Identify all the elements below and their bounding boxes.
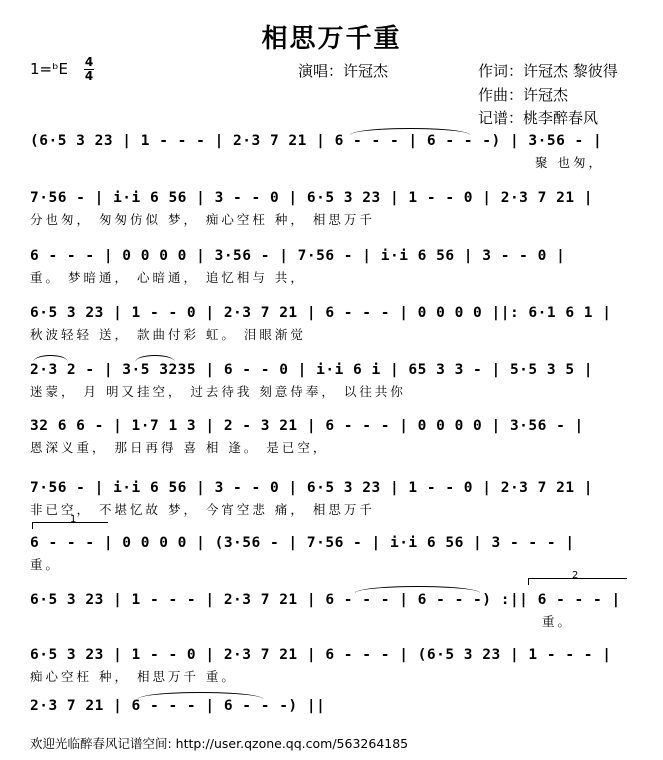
lyrics-line: 聚 也匆， (535, 155, 604, 170)
tie-arc (350, 128, 470, 135)
lyrics-line: 非已空， 不堪忆故 梦， 今宵空悲 痛， 相思万千 (30, 502, 375, 517)
lyrics-line: 重。 (542, 614, 574, 629)
tie-arc (355, 586, 480, 593)
notation-line: 32 6 6 - | 1·7 1 3 | 2 - 3 21 | 6 - - - | 0 0 0 0 | 3·56 - | (30, 418, 584, 434)
score-row-5 (30, 362, 630, 400)
lyrics-line: 重。 (30, 557, 62, 572)
lyrics-line: 分也匆， 匆匆仿似 梦， 痴心空枉 种， 相思万千 (30, 212, 375, 227)
notation-line: 2·3 2 - | 3·5 3235 | 6 - - 0 | i·i 6 i | 65 3 3 - | 5·5 3 5 | (30, 362, 594, 378)
tie-arc (135, 355, 175, 362)
lyrics-line: 痴心空枉 种， 相思万千 重。 (30, 669, 237, 684)
notation-line: 7·56 - | i·i 6 56 | 3 - - 0 | 6·5 3 23 | 1 - - 0 | 2·3 7 21 | (30, 190, 594, 206)
lyrics-line: 秋波轻轻 送， 款曲付彩 虹。 泪眼渐觉 (30, 327, 306, 342)
song-title: 相思万千重 (261, 24, 402, 54)
singer-credit: 演唱：许冠杰 (298, 62, 389, 80)
key-signature: 1=ᵇE (30, 60, 69, 78)
notation-line: (6·5 3 23 | 1 - - - | 2·3 7 21 | 6 - - - | 6 - - -) | 3·56 - | (30, 133, 603, 149)
lyrics-line: 重。 梦暗通， 心暗通， 追忆相与 共， (30, 270, 306, 285)
time-signature (84, 56, 94, 83)
composer-credit: 作曲：许冠杰 (478, 86, 569, 104)
volta-2-number: 2 (572, 570, 579, 581)
tie-arc (138, 692, 263, 699)
notation-line: 2·3 7 21 | 6 - - - | 6 - - -) || (30, 698, 326, 714)
score-row-6 (30, 418, 630, 456)
footer-credit: 欢迎光临醉春风记谱空间: http://user.qzone.qq.com/563264185 (30, 736, 409, 751)
notation-line: 6 - - - | 0 0 0 0 | (3·56 - | 7·56 - | i·i 6 56 | 3 - - - | (30, 535, 575, 551)
score-row-10 (30, 647, 630, 685)
time-signature-top: 4 (84, 55, 94, 69)
notation-line: 6·5 3 23 | 1 - - 0 | 2·3 7 21 | 6 - - - | (6·5 3 23 | 1 - - - | (30, 647, 612, 663)
score-row-11 (30, 698, 630, 714)
score-row-4 (30, 305, 630, 343)
score-row-1 (30, 133, 630, 171)
score-row-8 (30, 535, 630, 573)
volta-1-number: 1 (70, 514, 77, 525)
score-row-2 (30, 190, 630, 228)
lyrics-line: 恩深义重， 那日再得 喜 相 逢。 是已空， (30, 440, 329, 455)
score-row-3 (30, 248, 630, 286)
notation-line: 6·5 3 23 | 1 - - - | 2·3 7 21 | 6 - - - | 6 - - -) :|| 6 - - - | (30, 592, 621, 608)
tie-arc (33, 355, 68, 362)
transcriber-credit: 记谱：桃李醉春风 (478, 109, 599, 127)
notation-line: 7·56 - | i·i 6 56 | 3 - - 0 | 6·5 3 23 | 1 - - 0 | 2·3 7 21 | (30, 480, 594, 496)
lyrics-line: 迷蒙， 月 明又挂空， 过去待我 刻意侍奉， 以往共你 (30, 384, 406, 399)
lyricist-credit: 作词：许冠杰 黎彼得 (478, 62, 618, 80)
score-row-7 (30, 480, 630, 518)
score-row-9 (30, 592, 630, 630)
notation-line: 6 - - - | 0 0 0 0 | 3·56 - | 7·56 - | i·i 6 56 | 3 - - 0 | (30, 248, 566, 264)
time-signature-bottom: 4 (84, 69, 94, 83)
notation-line: 6·5 3 23 | 1 - - 0 | 2·3 7 21 | 6 - - - | 0 0 0 0 ||: 6·1 6 1 | (30, 305, 612, 321)
